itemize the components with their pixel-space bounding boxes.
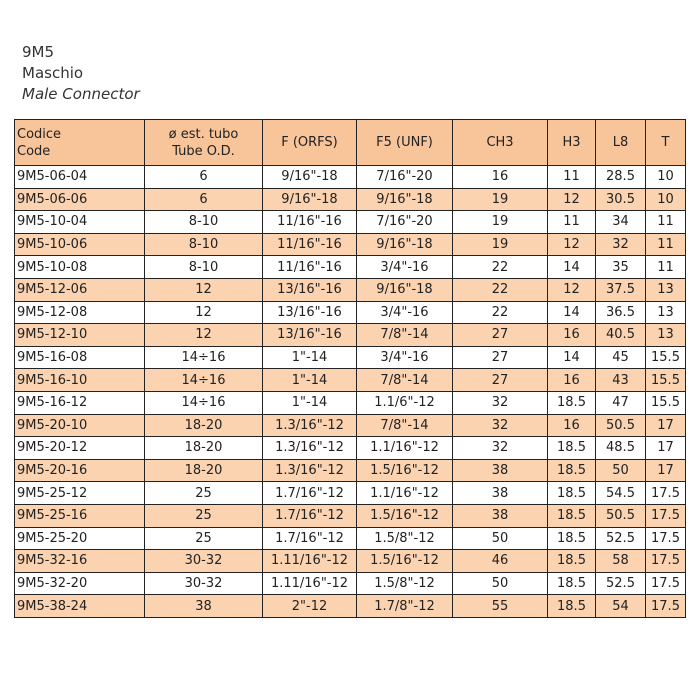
cell-f-orfs: 13/16"-16 <box>263 278 357 301</box>
cell-l8: 50 <box>596 459 646 482</box>
cell-t: 15.5 <box>646 391 686 414</box>
cell-f5-unf: 7/8"-14 <box>357 324 453 347</box>
cell-h3: 16 <box>548 414 596 437</box>
cell-tube-od: 38 <box>145 595 263 618</box>
header-l8 <box>596 120 646 166</box>
cell-tube-od: 12 <box>145 278 263 301</box>
cell-f5-unf: 1.5/8"-12 <box>357 572 453 595</box>
product-code: 9M5 <box>22 43 55 61</box>
cell-f5-unf: 9/16"-18 <box>357 278 453 301</box>
cell-tube-od: 30-32 <box>145 550 263 573</box>
cell-f5-unf: 3/4"-16 <box>357 301 453 324</box>
cell-f-orfs: 11/16"-16 <box>263 256 357 279</box>
header-t <box>646 120 686 166</box>
cell-tube-od: 12 <box>145 324 263 347</box>
cell-t: 10 <box>646 166 686 189</box>
cell-code: 9M5-20-16 <box>15 459 145 482</box>
cell-tube-od: 25 <box>145 527 263 550</box>
cell-t: 17.5 <box>646 482 686 505</box>
cell-h3: 14 <box>548 256 596 279</box>
cell-l8: 40.5 <box>596 324 646 347</box>
cell-l8: 52.5 <box>596 572 646 595</box>
cell-f5-unf: 3/4"-16 <box>357 256 453 279</box>
cell-h3: 14 <box>548 301 596 324</box>
header-f5-unf <box>357 120 453 166</box>
table-row <box>15 459 686 482</box>
cell-code: 9M5-12-06 <box>15 278 145 301</box>
cell-code: 9M5-06-04 <box>15 166 145 189</box>
cell-ch3: 27 <box>453 324 548 347</box>
cell-t: 17.5 <box>646 527 686 550</box>
cell-ch3: 22 <box>453 278 548 301</box>
cell-l8: 50.5 <box>596 504 646 527</box>
cell-l8: 30.5 <box>596 188 646 211</box>
cell-t: 10 <box>646 188 686 211</box>
product-name-english: Male Connector <box>22 85 140 103</box>
cell-code: 9M5-20-10 <box>15 414 145 437</box>
cell-h3: 14 <box>548 346 596 369</box>
cell-h3: 11 <box>548 166 596 189</box>
table-row <box>15 324 686 347</box>
cell-f-orfs: 13/16"-16 <box>263 301 357 324</box>
cell-code: 9M5-25-16 <box>15 504 145 527</box>
header-code <box>15 120 145 166</box>
cell-l8: 58 <box>596 550 646 573</box>
cell-t: 17.5 <box>646 595 686 618</box>
cell-code: 9M5-16-10 <box>15 369 145 392</box>
table-row <box>15 188 686 211</box>
cell-tube-od: 14÷16 <box>145 391 263 414</box>
cell-f5-unf: 1.1/16"-12 <box>357 437 453 460</box>
table-row <box>15 256 686 279</box>
cell-f-orfs: 1.3/16"-12 <box>263 437 357 460</box>
cell-l8: 54.5 <box>596 482 646 505</box>
cell-h3: 12 <box>548 278 596 301</box>
table-row <box>15 346 686 369</box>
cell-t: 15.5 <box>646 369 686 392</box>
table-row <box>15 504 686 527</box>
cell-h3: 16 <box>548 324 596 347</box>
cell-ch3: 50 <box>453 527 548 550</box>
cell-ch3: 19 <box>453 188 548 211</box>
cell-t: 13 <box>646 301 686 324</box>
header-f-orfs <box>263 120 357 166</box>
cell-h3: 18.5 <box>548 572 596 595</box>
cell-h3: 18.5 <box>548 504 596 527</box>
cell-t: 13 <box>646 324 686 347</box>
cell-f5-unf: 1.1/16"-12 <box>357 482 453 505</box>
cell-t: 17 <box>646 414 686 437</box>
cell-code: 9M5-16-12 <box>15 391 145 414</box>
cell-t: 17.5 <box>646 572 686 595</box>
header-label: CH3 <box>486 135 514 150</box>
header-h3 <box>548 120 596 166</box>
cell-f5-unf: 7/8"-14 <box>357 369 453 392</box>
header-tube-od <box>145 120 263 166</box>
cell-tube-od: 25 <box>145 482 263 505</box>
cell-ch3: 38 <box>453 482 548 505</box>
cell-l8: 52.5 <box>596 527 646 550</box>
cell-f-orfs: 1.7/16"-12 <box>263 504 357 527</box>
cell-f5-unf: 1.7/8"-12 <box>357 595 453 618</box>
table-row <box>15 527 686 550</box>
cell-tube-od: 8-10 <box>145 233 263 256</box>
table-row <box>15 550 686 573</box>
cell-l8: 37.5 <box>596 278 646 301</box>
cell-code: 9M5-25-12 <box>15 482 145 505</box>
cell-h3: 11 <box>548 211 596 234</box>
cell-code: 9M5-10-08 <box>15 256 145 279</box>
cell-h3: 18.5 <box>548 550 596 573</box>
header-label: L8 <box>612 135 629 150</box>
cell-ch3: 55 <box>453 595 548 618</box>
cell-ch3: 46 <box>453 550 548 573</box>
cell-code: 9M5-12-10 <box>15 324 145 347</box>
header-label: T <box>661 135 670 150</box>
header-label: H3 <box>562 135 581 150</box>
cell-l8: 28.5 <box>596 166 646 189</box>
cell-f-orfs: 2"-12 <box>263 595 357 618</box>
cell-f5-unf: 7/16"-20 <box>357 211 453 234</box>
cell-h3: 16 <box>548 369 596 392</box>
cell-t: 17.5 <box>646 550 686 573</box>
cell-tube-od: 6 <box>145 166 263 189</box>
cell-f-orfs: 1.3/16"-12 <box>263 459 357 482</box>
cell-ch3: 38 <box>453 504 548 527</box>
cell-tube-od: 25 <box>145 504 263 527</box>
header-label: F5 (UNF) <box>376 135 433 150</box>
cell-f-orfs: 1.7/16"-12 <box>263 482 357 505</box>
cell-tube-od: 8-10 <box>145 211 263 234</box>
header-sublabel: Tube O.D. <box>172 143 235 159</box>
table-row <box>15 391 686 414</box>
cell-l8: 43 <box>596 369 646 392</box>
cell-h3: 18.5 <box>548 482 596 505</box>
cell-t: 17 <box>646 459 686 482</box>
cell-l8: 50.5 <box>596 414 646 437</box>
cell-code: 9M5-25-20 <box>15 527 145 550</box>
cell-tube-od: 6 <box>145 188 263 211</box>
table-header-row <box>15 120 686 166</box>
cell-ch3: 22 <box>453 301 548 324</box>
title-block <box>22 42 140 105</box>
cell-code: 9M5-06-06 <box>15 188 145 211</box>
cell-f5-unf: 1.5/16"-12 <box>357 459 453 482</box>
cell-tube-od: 18-20 <box>145 459 263 482</box>
cell-f5-unf: 7/8"-14 <box>357 414 453 437</box>
cell-code: 9M5-10-06 <box>15 233 145 256</box>
cell-f-orfs: 1.11/16"-12 <box>263 572 357 595</box>
cell-tube-od: 14÷16 <box>145 369 263 392</box>
cell-code: 9M5-32-16 <box>15 550 145 573</box>
table-row <box>15 211 686 234</box>
header-sublabel: Code <box>17 143 51 159</box>
cell-f-orfs: 11/16"-16 <box>263 233 357 256</box>
cell-f-orfs: 9/16"-18 <box>263 166 357 189</box>
table-row <box>15 437 686 460</box>
cell-f5-unf: 9/16"-18 <box>357 188 453 211</box>
cell-h3: 18.5 <box>548 391 596 414</box>
header-label: Codice <box>17 126 62 142</box>
cell-code: 9M5-16-08 <box>15 346 145 369</box>
cell-t: 11 <box>646 256 686 279</box>
cell-f5-unf: 1.5/16"-12 <box>357 504 453 527</box>
cell-ch3: 16 <box>453 166 548 189</box>
cell-ch3: 32 <box>453 391 548 414</box>
cell-l8: 35 <box>596 256 646 279</box>
cell-ch3: 27 <box>453 346 548 369</box>
cell-l8: 47 <box>596 391 646 414</box>
cell-t: 13 <box>646 278 686 301</box>
cell-tube-od: 12 <box>145 301 263 324</box>
cell-h3: 18.5 <box>548 437 596 460</box>
cell-ch3: 38 <box>453 459 548 482</box>
cell-t: 11 <box>646 233 686 256</box>
cell-l8: 48.5 <box>596 437 646 460</box>
cell-f-orfs: 9/16"-18 <box>263 188 357 211</box>
cell-ch3: 32 <box>453 414 548 437</box>
cell-t: 17.5 <box>646 504 686 527</box>
cell-f-orfs: 13/16"-16 <box>263 324 357 347</box>
cell-f5-unf: 1.5/16"-12 <box>357 550 453 573</box>
cell-l8: 45 <box>596 346 646 369</box>
cell-h3: 12 <box>548 233 596 256</box>
cell-ch3: 32 <box>453 437 548 460</box>
cell-f5-unf: 3/4"-16 <box>357 346 453 369</box>
cell-code: 9M5-32-20 <box>15 572 145 595</box>
header-label: F (ORFS) <box>281 135 338 150</box>
cell-h3: 18.5 <box>548 595 596 618</box>
cell-f5-unf: 7/16"-20 <box>357 166 453 189</box>
cell-l8: 54 <box>596 595 646 618</box>
cell-l8: 32 <box>596 233 646 256</box>
cell-f5-unf: 1.5/8"-12 <box>357 527 453 550</box>
table-body <box>15 166 686 618</box>
cell-tube-od: 30-32 <box>145 572 263 595</box>
cell-t: 17 <box>646 437 686 460</box>
cell-l8: 34 <box>596 211 646 234</box>
cell-code: 9M5-12-08 <box>15 301 145 324</box>
product-name-italian: Maschio <box>22 64 84 82</box>
header-ch3 <box>453 120 548 166</box>
cell-f-orfs: 1.7/16"-12 <box>263 527 357 550</box>
cell-f-orfs: 1.3/16"-12 <box>263 414 357 437</box>
cell-l8: 36.5 <box>596 301 646 324</box>
cell-tube-od: 18-20 <box>145 437 263 460</box>
cell-ch3: 19 <box>453 211 548 234</box>
cell-ch3: 50 <box>453 572 548 595</box>
cell-tube-od: 18-20 <box>145 414 263 437</box>
cell-code: 9M5-10-04 <box>15 211 145 234</box>
cell-code: 9M5-38-24 <box>15 595 145 618</box>
cell-tube-od: 8-10 <box>145 256 263 279</box>
table-row <box>15 369 686 392</box>
cell-code: 9M5-20-12 <box>15 437 145 460</box>
cell-f-orfs: 1"-14 <box>263 346 357 369</box>
table-row <box>15 301 686 324</box>
cell-f-orfs: 1"-14 <box>263 369 357 392</box>
table-row <box>15 278 686 301</box>
cell-tube-od: 14÷16 <box>145 346 263 369</box>
cell-ch3: 27 <box>453 369 548 392</box>
cell-f-orfs: 1"-14 <box>263 391 357 414</box>
cell-f-orfs: 11/16"-16 <box>263 211 357 234</box>
table-row <box>15 572 686 595</box>
cell-ch3: 22 <box>453 256 548 279</box>
cell-f5-unf: 1.1/6"-12 <box>357 391 453 414</box>
table-row <box>15 595 686 618</box>
cell-h3: 12 <box>548 188 596 211</box>
table-row <box>15 414 686 437</box>
spec-table <box>14 119 686 618</box>
cell-h3: 18.5 <box>548 459 596 482</box>
cell-t: 15.5 <box>646 346 686 369</box>
cell-h3: 18.5 <box>548 527 596 550</box>
header-label: ø est. tubo <box>168 126 239 142</box>
cell-ch3: 19 <box>453 233 548 256</box>
table-row <box>15 233 686 256</box>
table-row <box>15 482 686 505</box>
cell-f-orfs: 1.11/16"-12 <box>263 550 357 573</box>
cell-f5-unf: 9/16"-18 <box>357 233 453 256</box>
cell-t: 11 <box>646 211 686 234</box>
table-row <box>15 166 686 189</box>
